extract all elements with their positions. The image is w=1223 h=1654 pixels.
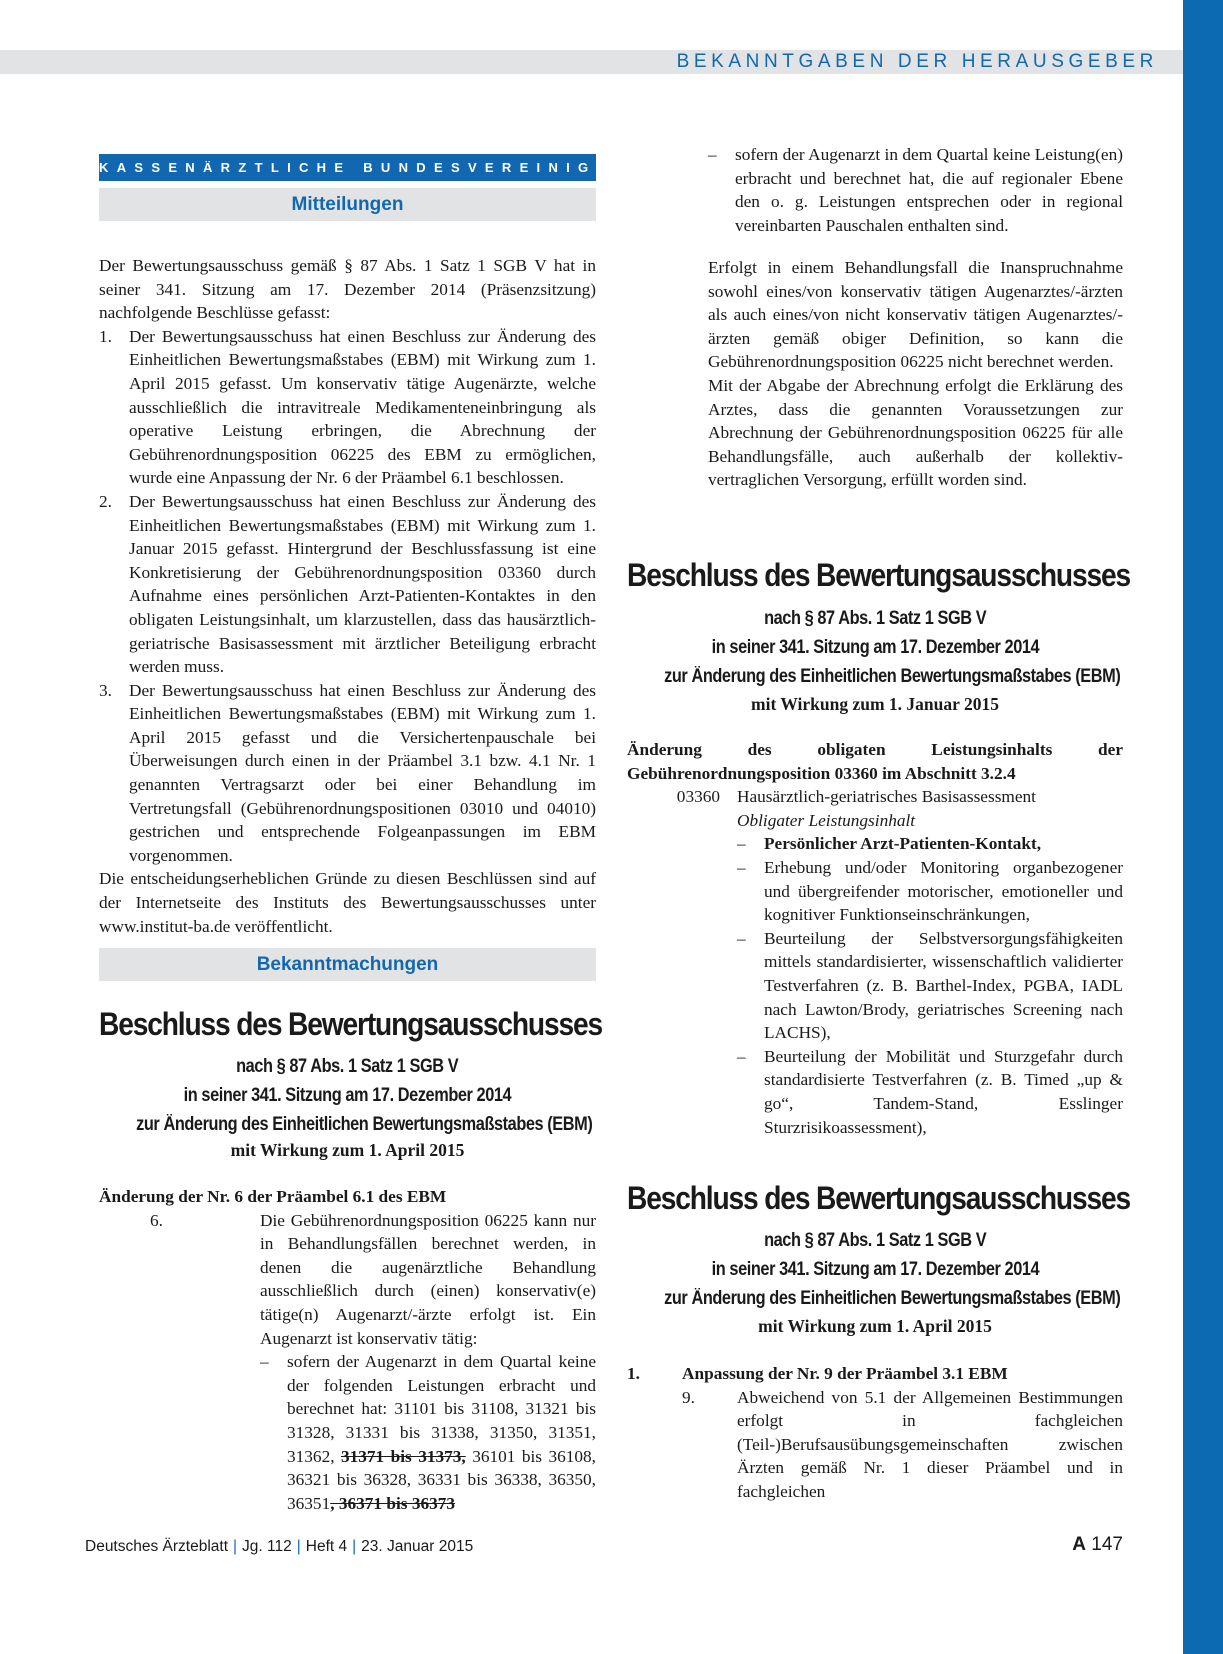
bullet-item: – Persönlicher Arzt-Patienten-Kontakt,: [737, 834, 1042, 854]
bekanntmachungen-heading: Bekanntmachungen: [99, 948, 596, 981]
list-item: 2. Der Bewertungsausschuss hat einen Beschluss zur Änderung des Einheitlichen Bewertungsmaßstabes (EBM) mit Wirkung zum 1. Januar 2015 gefasst. Hintergrund der Beschlussfassung ist eine Konkretisierung der Gebührenordnungsposition 03360 durch Aufnahme eines persönlichen Arzt-Patienten-Kontaktes in den obligaten Leistungsinhalt, um klarzustellen, dass das hausärztlich-geriatrische Basisassessment mit ärztlicher Beteiligung erbracht werden muss.: [99, 491, 596, 677]
beschluss-title: Beschluss des Bewertungsausschusses: [99, 1006, 603, 1042]
aenderung-heading: Änderung des obligaten Leistungsinhalts der Gebührenordnungsposition 03360 im Abschnitt 3.2.4: [627, 740, 1123, 783]
mitteilungen-text: [99, 254, 596, 938]
intro-paragraph: Der Bewertungsausschuss gemäß § 87 Abs. 1 Satz 1 SGB V hat in seiner 341. Sitzung am 17. Dezember 2014 (Präsenzsitzung) nachfolgende Beschlüsse gefasst:: [99, 256, 596, 323]
issue-date: 23. Januar 2015: [361, 1538, 474, 1555]
journal-name: Deutsches Ärzteblatt: [85, 1538, 229, 1555]
footer-citation: Deutsches Ärzteblatt | Jg. 112 | Heft 4 | 23. Januar 2015: [85, 1538, 474, 1555]
beschluss-wirkung: mit Wirkung zum 1. Januar 2015: [751, 694, 999, 714]
item-6: 6. Die Gebührenordnungsposition 06225 kann nur in Behandlungsfällen berechnet werden, in denen die augenärztliche Behandlung ausschließlich durch (einen) konservativ(e) tätige(n) Augenarzt/-ärzte erfolgt ist. Ein Augenarzt ist konservativ tätig: – sofern der Augenarzt in dem Quartal keine der folgenden Leistungen erbracht und berechnet hat: 31101 bis 31108, 31321 bis 31328, 31331 bis 31338, 31350, 31351, 31362, 31371 bis 31373, 36101 bis 36108, 36321 bis 36328, 36331 bis 36338, 36350, 36351, 36371 bis 36373: [99, 1209, 596, 1516]
beschluss-subtitle: nach § 87 Abs. 1 Satz 1 SGB V in seiner 341. Sitzung am 17. Dezember 2014 zur Änderung des Einheitlichen Bewertungsmaßstabes (EBM): [664, 608, 1121, 687]
beschluss-subtitle: nach § 87 Abs. 1 Satz 1 SGB V in seiner 341. Sitzung am 17. Dezember 2014 zur Änderung des Einheitlichen Bewertungsmaßstabes (EBM): [136, 1056, 593, 1135]
paragraph: Erfolgt in einem Behandlungsfall die Inanspruchnahme sowohl eines/von konservativ tätigen Augenarztes/-ärzten als auch eines/von nicht konservativ tätigen Augenarztes/-ärzten gemäß obiger Definition, so kann die Gebührenordnungsposition 06225 nicht berechnet werden.: [708, 258, 1123, 372]
struck-text: , 36371 bis 36373: [330, 1493, 456, 1513]
decision-list: [99, 325, 596, 868]
continuation-paragraphs: [708, 256, 1123, 492]
anpassung-section: [627, 1362, 1123, 1504]
beschluss-title: Beschluss des Bewertungsausschusses: [627, 557, 1131, 593]
list-item: 3. Der Bewertungsausschuss hat einen Beschluss zur Änderung des Einheitlichen Bewertungsmaßstabes (EBM) mit Wirkung zum 1. April 2015 gefasst und die Versichertenpauschale bei Überweisungen durch einen in der Präambel 3.1 bzw. 4.1 Nr. 1 genannten Vertragsarzt oder bei einer Behandlung im Vertretungsfall (Gebührenordnungspositionen 03010 und 04010) gestrichen und entsprechende Folgeanpassungen im EBM vorgenommen.: [99, 680, 596, 865]
bullet-item: – Erhebung und/oder Monitoring organbezogener und übergreifender motorischer, emotioneller und kognitiver Funktionseinschränkungen,: [737, 857, 1123, 925]
item-9: 9. Abweichend von 5.1 der Allgemeinen Bestimmungen erfolgt in fachgleichen (Teil-)Berufsausübungsgemeinschaften zwischen Ärzten gemäß Nr. 1 dieser Präambel und in fachgleichen: [682, 1387, 1123, 1501]
dash-item: – sofern der Augenarzt in dem Quartal keine der folgenden Leistungen erbracht und berechnet hat: 31101 bis 31108, 31321 bis 31328, 31331 bis 31338, 31350, 31351, 31362, 31371 bis 31373, 36101 bis 36108, 36321 bis 36328, 36331 bis 36338, 36350, 36351, 36371 bis 36373: [260, 1352, 596, 1513]
page-number: A 147: [1072, 1534, 1123, 1555]
mitteilungen-heading: Mitteilungen: [99, 188, 596, 221]
struck-text: 31371 bis 31373,: [340, 1446, 466, 1466]
dash-item-2: – sofern der Augenarzt in dem Quartal keine Leistung(en) erbracht und berechnet hat, die auf regionaler Ebene den o. g. Leistungen entsprechen oder in regional vereinbarten Pauschalen enthalten sind.: [708, 145, 1123, 235]
volume: Jg. 112: [242, 1538, 292, 1555]
beschluss-title: Beschluss des Bewertungsausschusses: [627, 1180, 1131, 1216]
beschluss-subtitle: nach § 87 Abs. 1 Satz 1 SGB V in seiner 341. Sitzung am 17. Dezember 2014 zur Änderung des Einheitlichen Bewertungsmaßstabes (EBM): [664, 1230, 1121, 1309]
anpassung-heading: 1. Anpassung der Nr. 9 der Präambel 3.1 EBM: [627, 1364, 1008, 1383]
closing-paragraph: Die entscheidungserheblichen Gründe zu diesen Beschlüssen sind auf der Internetseite des Instituts des Bewertungsausschusses unter www.institut-ba.de veröffentlicht.: [99, 869, 596, 936]
page-edge-bar: [1183, 0, 1223, 1654]
gop-row: 03360 Hausärztlich-geriatrisches Basisassessment Obligater Leistungsinhalt – Persönlicher Arzt-Patienten-Kontakt, – Erhebung und/oder Monitoring organbezogener und übergreifender motorischer, emotioneller und kognitiver Funktionseinschränkungen, – Beurteilung der Selbstversorgungsfähigkeiten mittels standardisierter, wissenschaftlich validierter Testverfahren (z. B. Barthel-Index, PGBA, IADL nach Lawton/Brody, geriatrisches Screening nach LACHS), – Beurteilung der Mobilität und Sturzgefahr durch standardisierte Testverfahren (z. B. Timed „up & go“, Tandem-Stand, Esslinger Sturzrisikoassessment),: [627, 785, 1123, 1139]
issue: Heft 4: [305, 1538, 348, 1555]
list-item: 1. Der Bewertungsausschuss hat einen Beschluss zur Änderung des Einheitlichen Bewertungsmaßstabes (EBM) mit Wirkung zum 1. April 2015 gefasst. Um konservativ tätige Augenärzte, welche ausschließlich die intravitreale Medikamenteneinbringung als operative Leistung erbringen, die Abrechnung der Gebührenordnungsposition 06225 des EBM zu ermöglichen, wurde eine Anpassung der Nr. 6 der Präambel 6.1 beschlossen.: [99, 326, 596, 488]
beschluss-wirkung: mit Wirkung zum 1. April 2015: [758, 1316, 992, 1336]
paragraph: Mit der Abgabe der Abrechnung erfolgt die Erklärung des Arztes, dass die genannten Voraussetzungen zur Abrechnung der Gebührenordnungsposition 06225 für alle Behandlungsfälle, auch außerhalb der kollektiv-vertraglichen Versorgung, erfüllt worden sind.: [708, 375, 1123, 490]
bullet-item: – Beurteilung der Mobilität und Sturzgefahr durch standardisierte Testverfahren (z. B. Timed „up & go“, Tandem-Stand, Esslinger Sturzrisikoassessment),: [737, 1046, 1123, 1137]
aenderung-heading: Änderung der Nr. 6 der Präambel 6.1 des EBM: [99, 1187, 447, 1206]
aenderung-section: [99, 1185, 596, 1515]
section-title: BEKANNTGABEN DER HERAUSGEBER: [676, 51, 1158, 72]
beschluss-wirkung: mit Wirkung zum 1. April 2015: [230, 1140, 465, 1160]
aenderung-03360-section: [627, 738, 1123, 1139]
org-banner: KASSENÄRZTLICHE BUNDESVEREINIGUNG: [99, 154, 596, 181]
bullet-item: – Beurteilung der Selbstversorgungsfähigkeiten mittels standardisierter, wissenschaftlich validierter Testverfahren (z. B. Barthel-Index, PGBA, IADL nach Lawton/Brody, geriatrisches Screening nach LACHS),: [737, 928, 1123, 1043]
